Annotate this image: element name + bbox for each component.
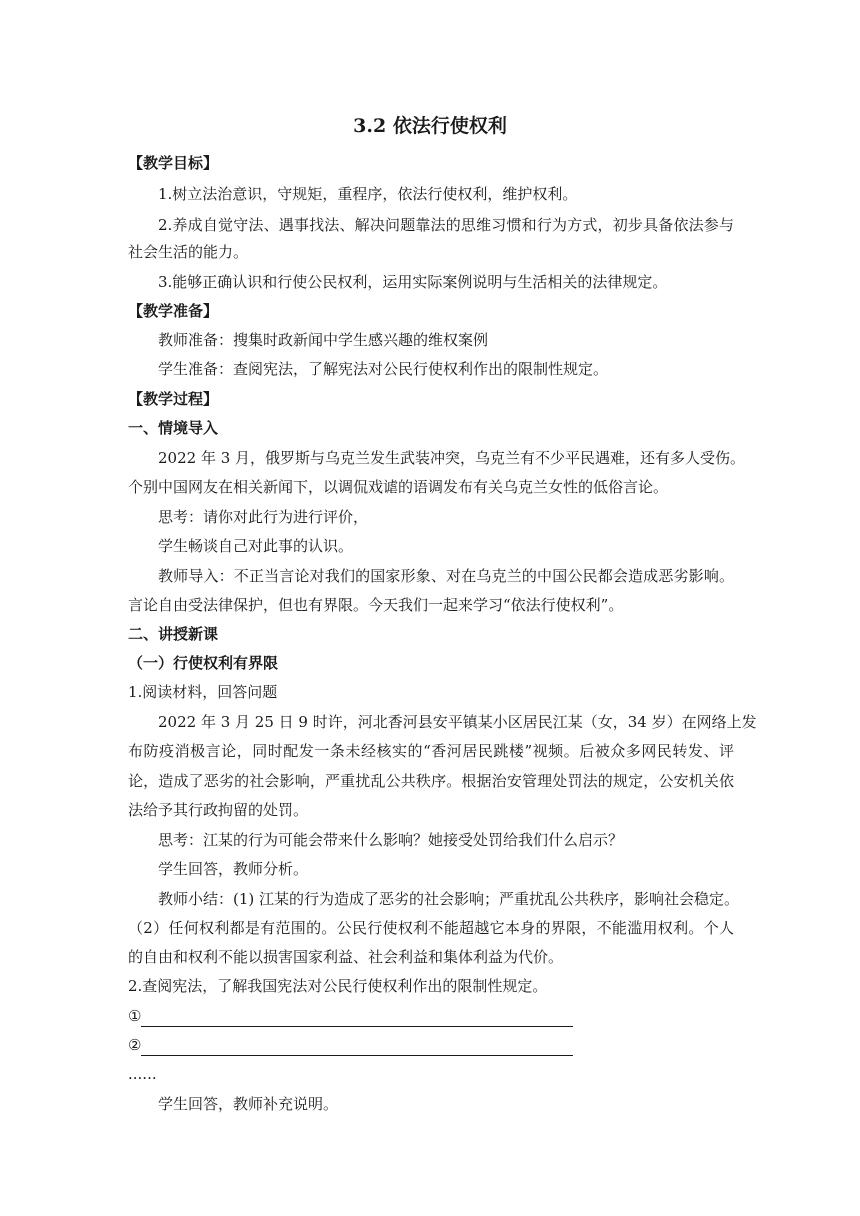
case-line-1: 2022 年 3 月 25 日 9 时许，河北香河县安平镇某小区居民江某（女，34 岁）在网络上发 — [158, 713, 757, 731]
prep-teacher: 教师准备：搜集时政新闻中学生感兴趣的维权案例 — [158, 331, 489, 349]
summary-line-3: 的自由和权利不能以损害国家利益、社会利益和集体利益为代价。 — [128, 948, 564, 966]
goal-2-line-1: 2.养成自觉守法、遇事找法、解决问题靠法的思维习惯和行为方式，初步具备依法参与 — [158, 216, 734, 234]
case-answer: 学生回答，教师分析。 — [158, 860, 309, 878]
prep-heading: 【教学准备】 — [128, 302, 219, 320]
prep-student: 学生准备：查阅宪法，了解宪法对公民行使权利作出的限制性规定。 — [158, 360, 609, 378]
fill-in-blank-2 — [141, 1039, 573, 1056]
section-1-intro-line-2: 言论自由受法律保护，但也有界限。今天我们一起来学习“依法行使权利”。 — [128, 596, 624, 614]
summary-line-2: （2）任何权利都是有范围的。公民行使权利不能超越它本身的界限，不能滥用权利。个人 — [128, 919, 734, 937]
item-1: 1.阅读材料，回答问题 — [128, 683, 278, 701]
process-heading: 【教学过程】 — [128, 390, 219, 408]
blank-line-1 — [128, 1005, 734, 1027]
case-line-4: 法给予其行政拘留的处罚。 — [128, 801, 309, 819]
case-line-2: 布防疫消极言论，同时配发一条未经核实的“香河居民跳楼”视频。后被众多网民转发、评 — [128, 742, 734, 760]
section-1-students: 学生畅谈自己对此事的认识。 — [158, 537, 354, 555]
ellipsis: ...... — [128, 1065, 157, 1083]
section-1-heading: 一、情境导入 — [128, 419, 219, 437]
goal-1: 1.树立法治意识，守规矩，重程序，依法行使权利，维护权利。 — [158, 185, 578, 203]
page-title: 3.2 依法行使权利 — [353, 115, 507, 137]
fill-in-blank-1 — [141, 1010, 573, 1027]
goal-3: 3.能够正确认识和行使公民权利，运用实际案例说明与生活相关的法律规定。 — [158, 273, 668, 291]
blank-marker-1: ① — [128, 1007, 142, 1025]
section-1-para-line-2: 个别中国网友在相关新闻下，以调侃戏谑的语调发布有关乌克兰女性的低俗言论。 — [128, 478, 669, 496]
blank-marker-2: ② — [128, 1036, 142, 1054]
final-line: 学生回答，教师补充说明。 — [158, 1095, 339, 1113]
goals-heading: 【教学目标】 — [128, 154, 219, 172]
goal-2-line-2: 社会生活的能力。 — [128, 243, 249, 261]
subsection-1-heading: （一）行使权利有界限 — [128, 654, 279, 672]
section-2-heading: 二、讲授新课 — [128, 625, 219, 643]
case-think: 思考：江某的行为可能会带来什么影响？她接受处罚给我们什么启示？ — [158, 831, 624, 849]
summary-line-1: 教师小结：(1) 江某的行为造成了恶劣的社会影响；严重扰乱公共秩序，影响社会稳定。 — [158, 890, 740, 908]
section-1-para-line-1: 2022 年 3 月，俄罗斯与乌克兰发生武装冲突，乌克兰有不少平民遇难，还有多人受伤。 — [158, 449, 746, 467]
case-line-3: 论，造成了恶劣的社会影响，严重扰乱公共秩序。根据治安管理处罚法的规定，公安机关依 — [128, 772, 734, 790]
section-1-think: 思考：请你对此行为进行评价， — [158, 508, 369, 526]
item-2: 2.查阅宪法，了解我国宪法对公民行使权利作出的限制性规定。 — [128, 977, 548, 995]
blank-line-2 — [128, 1034, 734, 1056]
section-1-intro-line-1: 教师导入：不正当言论对我们的国家形象、对在乌克兰的中国公民都会造成恶劣影响。 — [158, 567, 734, 585]
